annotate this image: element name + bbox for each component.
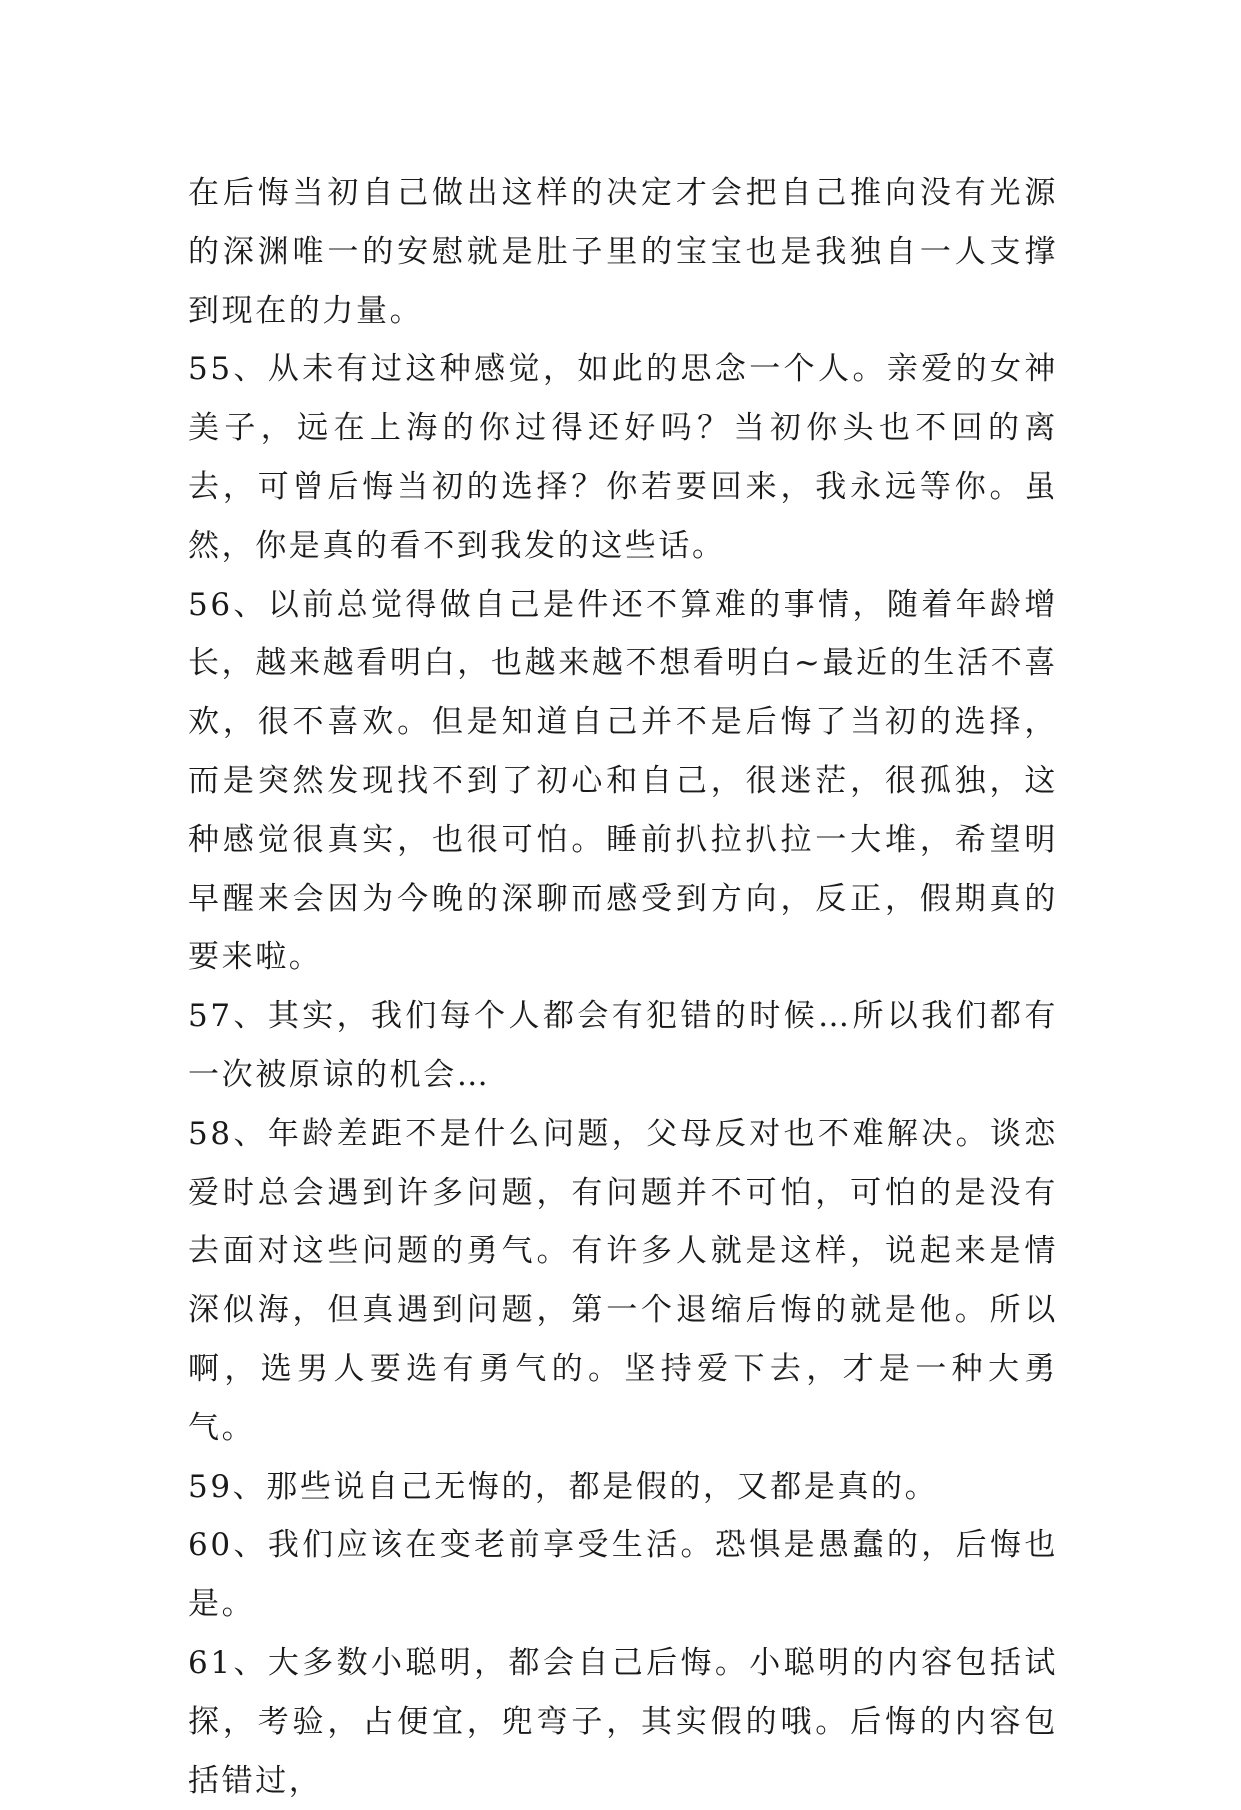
paragraph-58: 58、年龄差距不是什么问题，父母反对也不难解决。谈恋爱时总会遇到许多问题，有问题并不可怕，可怕的是没有去面对这些问题的勇气。有许多人就是这样，说起来是情深似海，但真遇到问题，第一个退缩后悔的就是他。所以啊，选男人要选有勇气的。坚持爱下去，才是一种大勇气。 [188,1115,1058,1446]
paragraph-59: 59、那些说自己无悔的，都是假的，又都是真的。 [188,1468,939,1505]
document-body [188,164,1058,1810]
paragraph-61: 61、大多数小聪明，都会自己后悔。小聪明的内容包括试探，考验，占便宜，兜弯子，其实假的哦。后悔的内容包括错过， [188,1644,1058,1799]
paragraph-continuation: 在后悔当初自己做出这样的决定才会把自己推向没有光源的深渊唯一的安慰就是肚子里的宝宝也是我独自一人支撑到现在的力量。 [188,175,1058,329]
paragraph-60: 60、我们应该在变老前享受生活。恐惧是愚蠢的，后悔也是。 [188,1527,1058,1623]
paragraph-56: 56、以前总觉得做自己是件还不算难的事情，随着年龄增长，越来越看明白，也越来越不想看明白~最近的生活不喜欢，很不喜欢。但是知道自己并不是后悔了当初的选择，而是突然发现找不到了初心和自己，很迷茫，很孤独，这种感觉很真实，也很可怕。睡前扒拉扒拉一大堆，希望明早醒来会因为今晚的深聊而感受到方向，反正，假期真的要来啦。 [188,586,1058,976]
paragraph-55: 55、从未有过这种感觉，如此的思念一个人。亲爱的女神美子，远在上海的你过得还好吗？当初你头也不回的离去，可曾后悔当初的选择？你若要回来，我永远等你。虽然，你是真的看不到我发的这些话。 [188,351,1058,564]
paragraph-57: 57、其实，我们每个人都会有犯错的时候…所以我们都有一次被原谅的机会… [188,998,1058,1093]
